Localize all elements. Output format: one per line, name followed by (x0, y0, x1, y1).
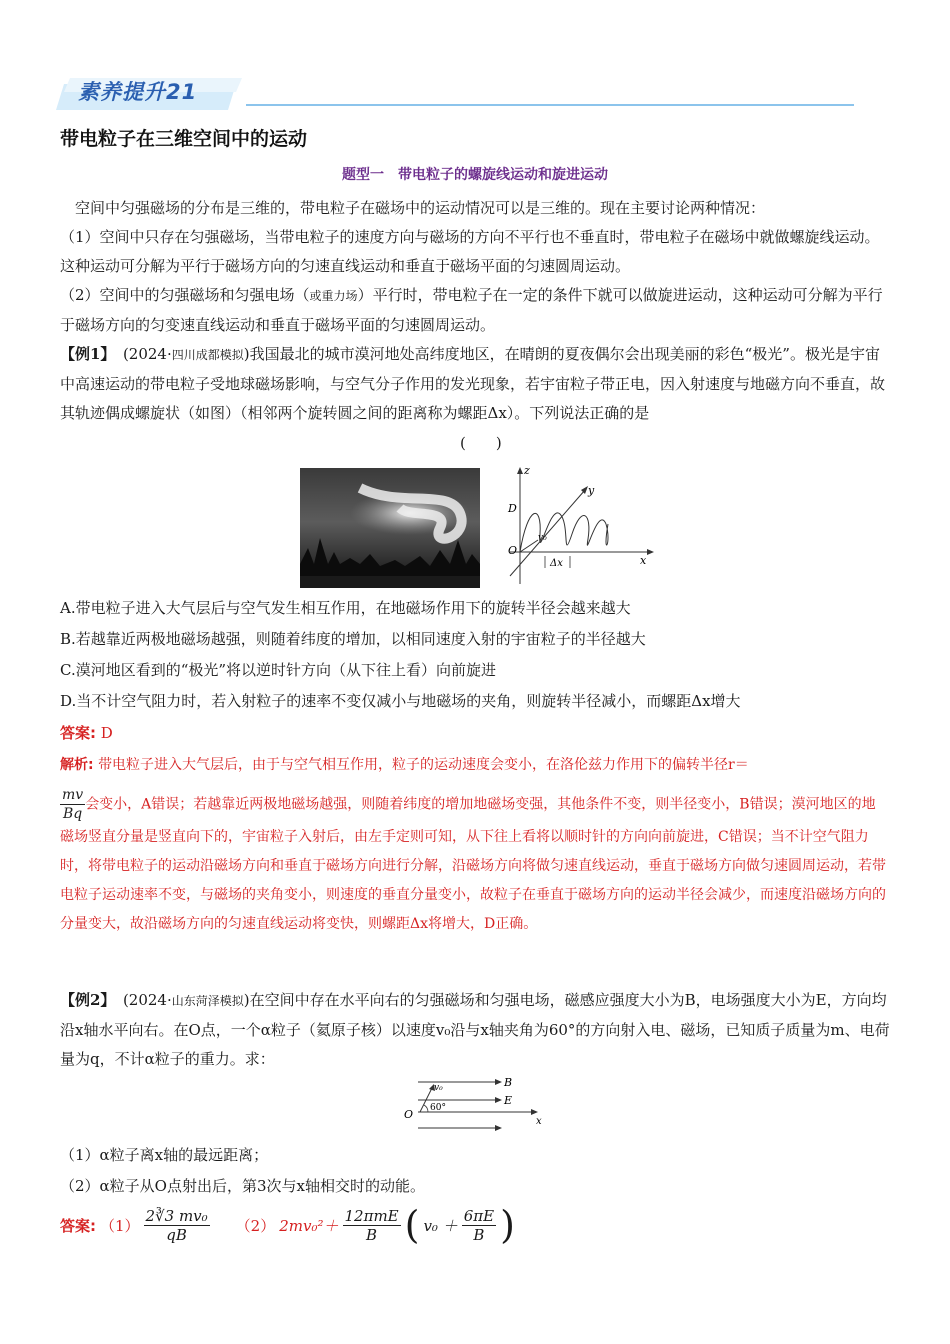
helix-d-label: D (508, 502, 517, 515)
option-a: A.带电粒子进入大气层后与空气发生相互作用，在地磁场作用下的旋转半径会越来越大 (60, 599, 631, 617)
example-1-answer-value: D (100, 724, 113, 742)
intro-p2-c: ）平行时，带电粒子在一定的条件下就可以做旋进运动，这种运动可分解为平行于磁场方向的匀变速直线运动和垂直于磁场平面的匀速圆周运动。 (60, 286, 883, 334)
banner-divider (246, 104, 854, 106)
helix-x-label: x (640, 554, 647, 567)
example-2-stem (60, 986, 890, 1074)
intro-p2-a: （2）空间中的匀强磁场和匀强电场（ (60, 286, 310, 304)
radius-fraction (60, 786, 85, 823)
example-2-text: 在空间中存在水平向右的匀强磁场和匀强电场，磁感应强度大小为B，电场强度大小为E，方向均沿x轴水平向右。在O点，一个α粒子（氦原子核）以速度v₀沿与x轴夹角为60°的方向射入电、磁场，已知质子质量为m、电荷量为q，不计α粒子的重力。求： (60, 991, 890, 1068)
intro-paragraph-1: （1）空间中只存在匀强磁场，当带电粒子的速度方向与磁场的方向不平行也不垂直时，带电粒子在磁场中就做螺旋线运动。这种运动可分解为平行于磁场方向的匀速直线运动和垂直于磁场平面的匀速圆周运动。 (60, 228, 880, 275)
section-banner (56, 70, 856, 114)
intro-paragraph-0: 空间中匀强磁场的分布是三维的，带电粒子在磁场中的运动情况可以是三维的。现在主要讨论两种情况： (75, 199, 766, 217)
answer-1-denominator: qB (166, 1225, 187, 1244)
radius-fraction-denominator: Bq (62, 806, 83, 822)
example-2-source: 山东菏泽模拟 (171, 994, 244, 1008)
example-1-analysis-part2: 会变小，A错误；若越靠近两极地磁场越强，则随着纬度的增加地磁场变强，其他条件不变，则半径变小，B错误；漠河地区的地磁场竖直分量是竖直向下的，宇宙粒子入射后，由左手定则可知，从下往上看将以顺时针的方向向前旋进，C错误；当不计空气阻力时，将带电粒子的运动沿磁场方向和垂直于磁场方向进行分解，沿磁场方向将做匀速直线运动，垂直于磁场方向做匀速圆周运动，若带电粒子运动速率不变，与磁场的夹角变小，则速度的垂直分量变小，故粒子在垂直于磁场方向的运动半径会减少，而速度沿磁场方向的分量变大，故沿磁场方向的匀速直线运动将变快，则螺距Δx将增大，D正确。 (60, 796, 886, 932)
answer-2-fraction (343, 1207, 401, 1244)
field-x-label: x (536, 1116, 542, 1127)
example-1-answer-label: 答案: (60, 724, 96, 742)
example-1-analysis-label: 解析: (60, 757, 94, 773)
example-2-year: (2024· (122, 991, 172, 1009)
page-title: 带电粒子在三维空间中的运动 (60, 128, 308, 150)
paren-open-icon: ( (404, 1203, 420, 1247)
helix-z-label: z (524, 464, 530, 477)
example-1-stem (60, 340, 890, 428)
example-2-answer (60, 1203, 515, 1247)
example-1-source: 四川成都模拟 (171, 348, 244, 362)
example-1-analysis-line1 (60, 752, 890, 778)
example-1-analysis-body (60, 786, 886, 939)
example-1-answer (60, 722, 113, 743)
answer-2-inner-denominator: B (473, 1225, 485, 1244)
example-1-text: 我国最北的城市漠河地处高纬度地区，在晴朗的夏夜偶尔会出现美丽的彩色“极光”。极光是宇宙中高速运动的带电粒子受地球磁场影响，与空气分子作用的发光现象，若宇宙粒子带正电，因入射速度与地磁方向不垂直，故其轨迹偶成螺旋状（如图）（相邻两个旋转圆之间的距离称为螺距Δx）。下列说法正确的是 (60, 345, 886, 422)
example-1-answer-blank: ( ) (460, 434, 502, 452)
helix-y-label: y (588, 484, 595, 497)
helix-diagram (500, 464, 660, 594)
example-1-source-close: ) (243, 345, 250, 363)
banner-title: 素养提升21 (78, 80, 198, 104)
field-e-label: E (504, 1094, 513, 1107)
answer-1-fraction (144, 1207, 210, 1244)
field-b-label: B (504, 1076, 513, 1089)
helix-origin-label: O (508, 544, 518, 557)
field-diagram (400, 1074, 550, 1136)
answer-2-denominator: B (366, 1225, 378, 1244)
radius-fraction-numerator: mv (62, 787, 84, 803)
example-1-year: (2024· (122, 345, 172, 363)
example-1-analysis-part1: 带电粒子进入大气层后，由于与空气相互作用，粒子的运动速度会变小，在洛伦兹力作用下的偏转半径r＝ (98, 757, 749, 773)
answer-2-inner-v0: v₀ ＋ (423, 1216, 458, 1235)
question-1: （1）α粒子离x轴的最远距离； (60, 1146, 269, 1164)
example-2-answer-label: 答案: (60, 1216, 96, 1235)
option-b: B.若越靠近两极地磁场越强，则随着纬度的增加，以相同速度入射的宇宙粒子的半径越大 (60, 630, 646, 648)
helix-pitch-label: Δx (550, 558, 563, 569)
answer-2-inner-fraction (462, 1207, 496, 1244)
answer-2-numerator: 12πmE (344, 1206, 399, 1225)
aurora-photo (300, 468, 480, 588)
field-origin-label: O (404, 1108, 414, 1121)
field-v0-label: v₀ (434, 1083, 443, 1093)
intro-p2-b: 或重力场 (309, 289, 358, 303)
question-2: （2）α粒子从O点射出后，第3次与x轴相交时的动能。 (60, 1177, 425, 1195)
answer-2-term1: 2mv₀²＋ (279, 1216, 339, 1235)
example-1-label: 【例1】 (60, 345, 108, 363)
aurora-image-icon (300, 468, 480, 588)
answer-1-numerator: 2∛3 mv₀ (145, 1206, 208, 1225)
option-c: C.漠河地区看到的“极光”将以逆时针方向（从下往上看）向前旋进 (60, 661, 497, 679)
answer-2-label: （2） (235, 1216, 276, 1235)
section-subtitle: 题型一 带电粒子的螺旋线运动和旋进运动 (342, 167, 608, 183)
intro-paragraph-2 (60, 281, 890, 340)
paren-close-icon: ) (500, 1203, 515, 1247)
field-angle-label: 60° (430, 1103, 446, 1113)
example-2-source-close: ) (243, 991, 250, 1009)
example-2-label: 【例2】 (60, 991, 108, 1009)
option-d: D.当不计空气阻力时，若入射粒子的速率不变仅减小与地磁场的夹角，则旋转半径减小，而螺距Δx增大 (60, 692, 741, 710)
answer-1-label: （1） (100, 1216, 140, 1235)
helix-v0-label: v₀ (538, 533, 547, 543)
answer-2-inner-numerator: 6πE (463, 1206, 495, 1225)
